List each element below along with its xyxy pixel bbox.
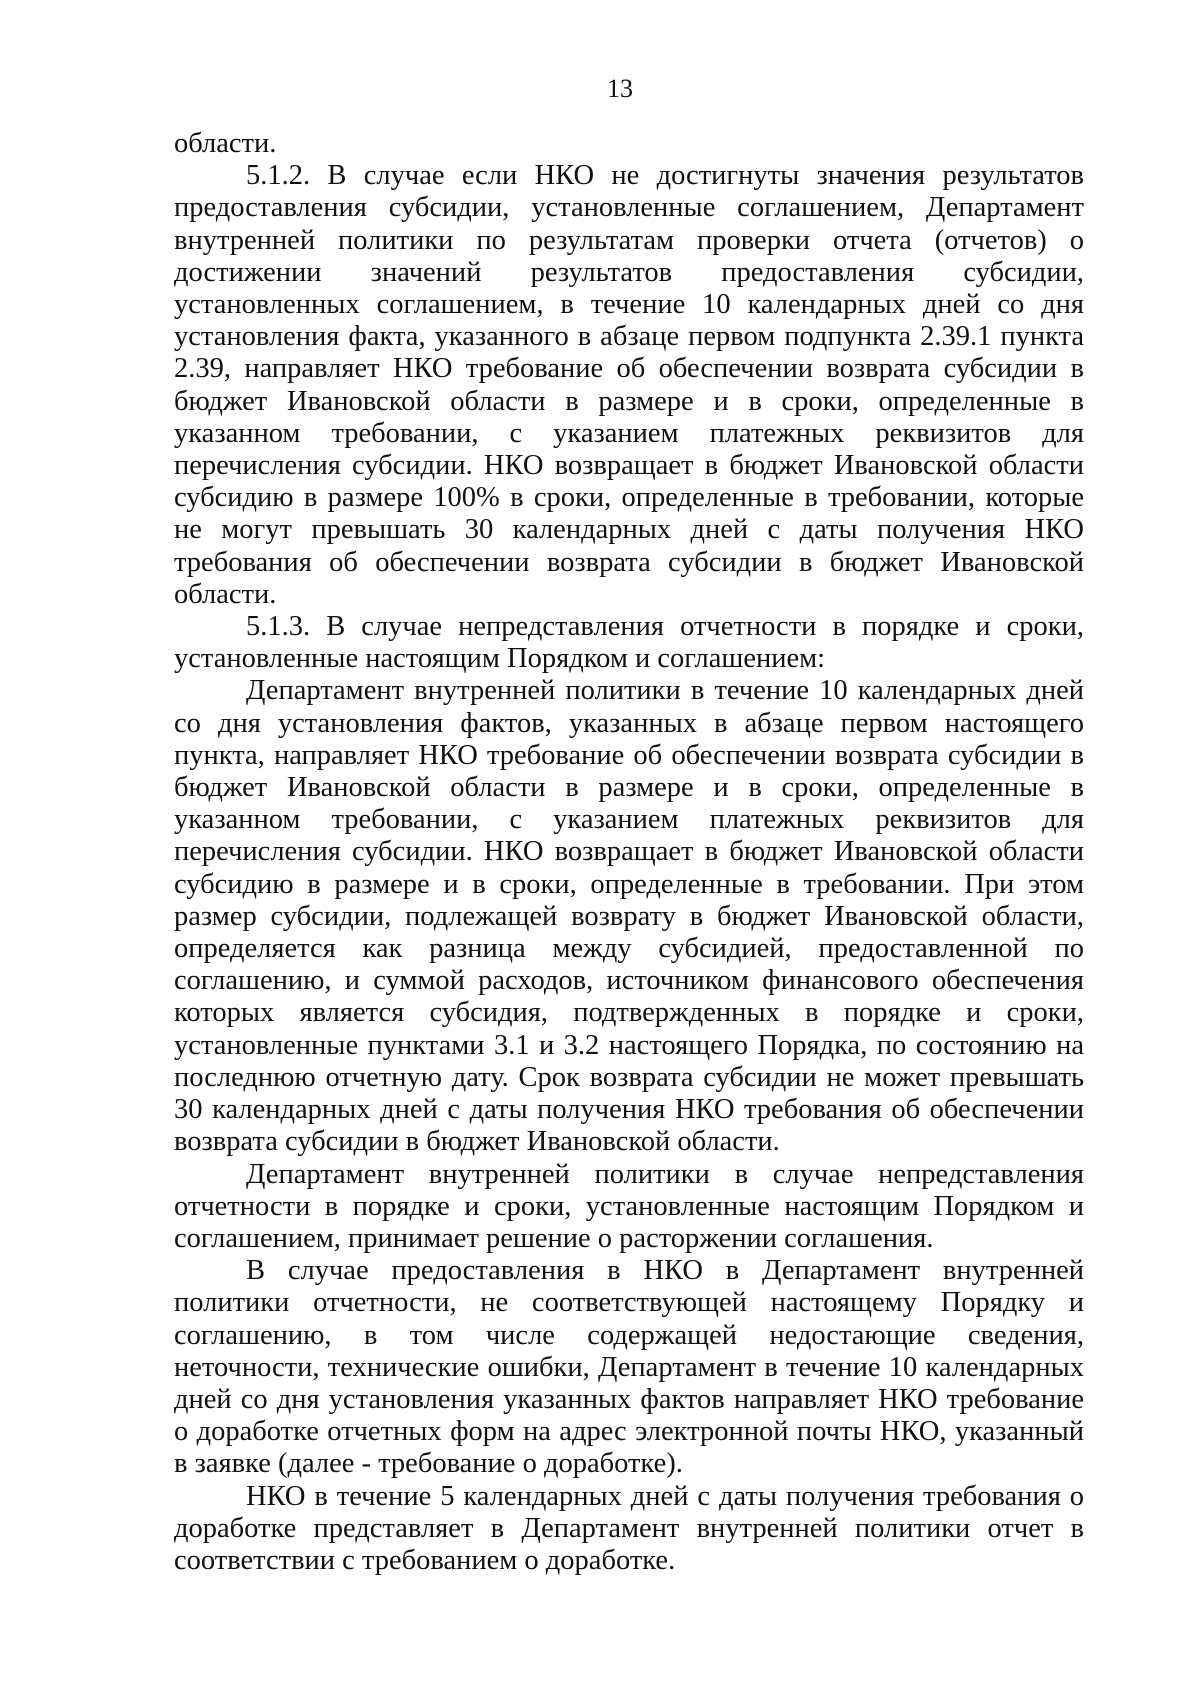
paragraph-5-1-3: 5.1.3. В случае непредставления отчетности в порядке и сроки, установленные настоящим Порядком и соглашением: xyxy=(174,611,1084,675)
paragraph-revision-deadline: НКО в течение 5 календарных дней с даты получения требования о доработке представляет в Департамент внутренней политики отчет в соответствии с требованием о доработке. xyxy=(174,1480,1084,1576)
paragraph-5-1-2: 5.1.2. В случае если НКО не достигнуты значения результатов предоставления субсидии, установленные соглашением, Департамент внутренней политики по результатам проверки отчета (отчетов) о достижении значений результатов предоставления субсидии, установленных соглашением, в течение 10 календарных дней со дня установления факта, указанного в абзаце первом подпункта 2.39.1 пункта 2.39, направляет НКО требование об обеспечении возврата субсидии в бюджет Ивановской области в размере и в сроки, определенные в указанном требовании, с указанием платежных реквизитов для перечисления субсидии. НКО возвращает в бюджет Ивановской области субсидию в размере 100% в сроки, определенные в требовании, которые не могут превышать 30 календарных дней с даты получения НКО требования об обеспечении возврата субсидии в бюджет Ивановской области. xyxy=(174,160,1084,610)
paragraph-continuation: области. xyxy=(174,128,277,159)
paragraph-termination: Департамент внутренней политики в случае непредставления отчетности в порядке и сроки, установленные настоящим Порядком и соглашением, принимает решение о расторжении соглашения. xyxy=(174,1158,1084,1254)
document-body xyxy=(174,128,1084,1577)
paragraph-revision-requirement: В случае предоставления в НКО в Департамент внутренней политики отчетности, не соответствующей настоящему Порядку и соглашению, в том числе содержащей недостающие сведения, неточности, технические ошибки, Департамент в течение 10 календарных дней со дня установления указанных фактов направляет НКО требование о доработке отчетных форм на адрес электронной почты НКО, указанный в заявке (далее - требование о доработке). xyxy=(174,1255,1084,1480)
page-number: 13 xyxy=(607,74,633,103)
paragraph-department-requirement: Департамент внутренней политики в течение 10 календарных дней со дня установления фактов, указанных в абзаце первом настоящего пункта, направляет НКО требование об обеспечении возврата субсидии в бюджет Ивановской области в размере и в сроки, определенные в указанном требовании, с указанием платежных реквизитов для перечисления субсидии. НКО возвращает в бюджет Ивановской области субсидию в размере и в сроки, определенные в требовании. При этом размер субсидии, подлежащей возврату в бюджет Ивановской области, определяется как разница между субсидией, предоставленной по соглашению, и суммой расходов, источником финансового обеспечения которых является субсидия, подтвержденных в порядке и сроки, установленные пунктами 3.1 и 3.2 настоящего Порядка, по состоянию на последнюю отчетную дату. Срок возврата субсидии не может превышать 30 календарных дней с даты получения НКО требования об обеспечении возврата субсидии в бюджет Ивановской области. xyxy=(174,675,1084,1158)
